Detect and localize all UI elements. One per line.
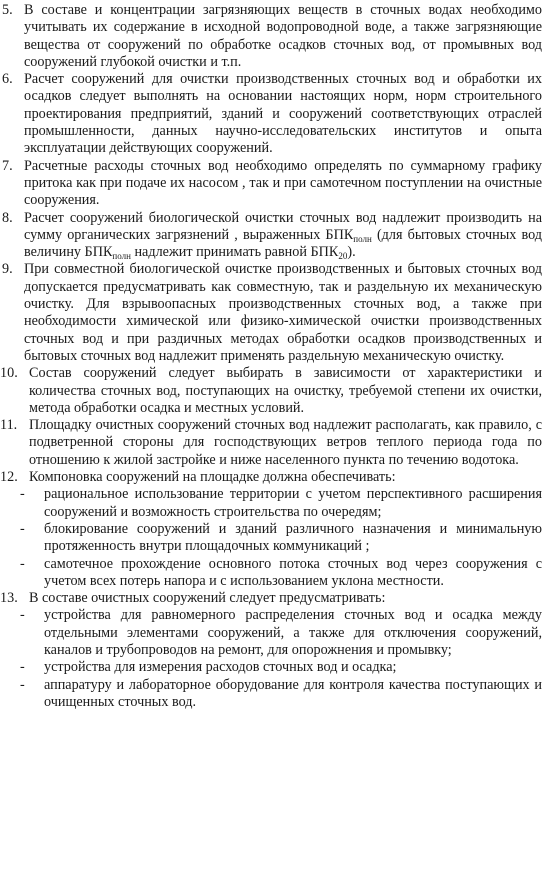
sub-item-text: рациональное использование территории с учетом перспективного расширения сооружений и возможность строительства по очередям; <box>44 486 542 520</box>
item-text: При совместной биологической очистке производственных и бытовых сточных вод допускается предусматривать как совместную, так и раздельную их механическую очистку. Для взрывоопасных производственных сточных вод, а также при необходимости химической или физико-химической очистки производственных сточных вод и при раздичных методах обработки осадков производственных и бытовых сточных вод надлежит применять раздельную механическую очистку. <box>24 261 542 364</box>
dash-bullet: - <box>20 607 25 624</box>
dash-bullet: - <box>20 486 25 503</box>
item-text: В составе и концентрации загрязняющих веществ в сточных водах необходимо учитывать их содержание в исходной водопроводной воде, а также загрязняющие вещества от сооружений по обработке осадков сточных вод, от промывных вод сооружений глубокой очистки и т.п. <box>24 2 542 70</box>
list-item-10 <box>0 365 542 417</box>
item-text: Расчетные расходы сточных вод необходимо определять по суммарному графику притока как при подаче их насосом , так и при самотечном поступлении на очистные сооружения. <box>24 157 542 209</box>
item-number: 13. <box>0 590 18 607</box>
item-number: 6. <box>2 71 13 88</box>
sub-item-text: аппаратуру и лабораторное оборудование для контроля качества поступающих и очищенных сточных вод. <box>44 676 542 710</box>
list-item-5 <box>0 2 542 71</box>
list-item-8 <box>0 210 542 262</box>
sub-item <box>0 677 542 712</box>
sub-item-text: устройства для равномерного распределения сточных вод и осадка между отдельными элементами сооружений, а также для отключения сооружений, каналов и трубопроводов на ремонт, для опорожнения и промывку; <box>44 607 542 658</box>
item-number: 5. <box>2 2 13 18</box>
dash-bullet: - <box>20 520 25 537</box>
item-text: В составе очистных сооружений следует предусматривать: <box>29 590 386 607</box>
list-item-9 <box>0 261 542 365</box>
list-item-7 <box>0 158 542 210</box>
dash-bullet: - <box>20 659 25 676</box>
item-text-part: ). <box>347 244 356 261</box>
sub-item <box>0 607 542 659</box>
item-text-part: надлежит принимать равной БПК <box>130 244 339 261</box>
document-page <box>0 2 542 711</box>
sub-item <box>0 521 542 556</box>
item-number: 8. <box>2 209 13 226</box>
sub-item-text: блокирование сооружений и зданий различного назначения и минимальную протяженность внутри площадочных коммуникаций ; <box>44 520 542 555</box>
sub-item-text: самотечное прохождение основного потока сточных вод через сооружения с учетом всех потерь напора и с использованием уклона местности. <box>44 555 542 589</box>
item-text <box>24 210 542 262</box>
sub-item <box>0 486 542 521</box>
list-item-11 <box>0 417 542 469</box>
dash-bullet: - <box>20 555 25 572</box>
list-item-13 <box>0 590 542 607</box>
dash-bullet: - <box>20 676 25 693</box>
item-text: Расчет сооружений для очистки производственных сточных вод и обработки их осадков следует выполнять на основании настоящих норм, норм строительного проектирования предприятий, зданий и сооружений соответствующих отраслей промышленности, данных научно-исследовательских институтов и опыта эксплуатации действующих сооружений. <box>24 71 542 157</box>
item-number: 10. <box>0 365 18 382</box>
list-item-6 <box>0 71 542 157</box>
item-text-part: (для бытовых сточных вод величину БПК <box>24 226 542 261</box>
item-text-part: Расчет сооружений биологической очистки сточных вод надлежит производить на сумму органических загрязнений , выраженных БПК <box>24 209 542 243</box>
item-number: 7. <box>2 157 13 174</box>
subscript: 20 <box>338 251 348 262</box>
sub-item <box>0 659 542 676</box>
item-text: Состав сооружений следует выбирать в зависимости от характеристики и количества сточных вод, поступающих на очистку, требуемой степени их очистки, метода обработки осадка и местных условий. <box>29 365 542 416</box>
item-number: 9. <box>2 261 13 278</box>
subscript: полн <box>112 251 131 262</box>
subscript: полн <box>353 233 372 244</box>
item-number: 12. <box>0 469 18 486</box>
sub-item-text: устройства для измерения расходов сточных вод и осадка; <box>44 659 397 676</box>
sub-item <box>0 556 542 591</box>
item-number: 11. <box>0 417 18 434</box>
list-item-12 <box>0 469 542 486</box>
item-text: Компоновка сооружений на площадке должна обеспечивать: <box>29 469 396 486</box>
item-text: Площадку очистных сооружений сточных вод надлежит располагать, как правило, с подветренной стороны для господствующих ветров теплого периода года по отношению к жилой застройке и ниже населенного пункта по течению водотока. <box>29 417 542 468</box>
